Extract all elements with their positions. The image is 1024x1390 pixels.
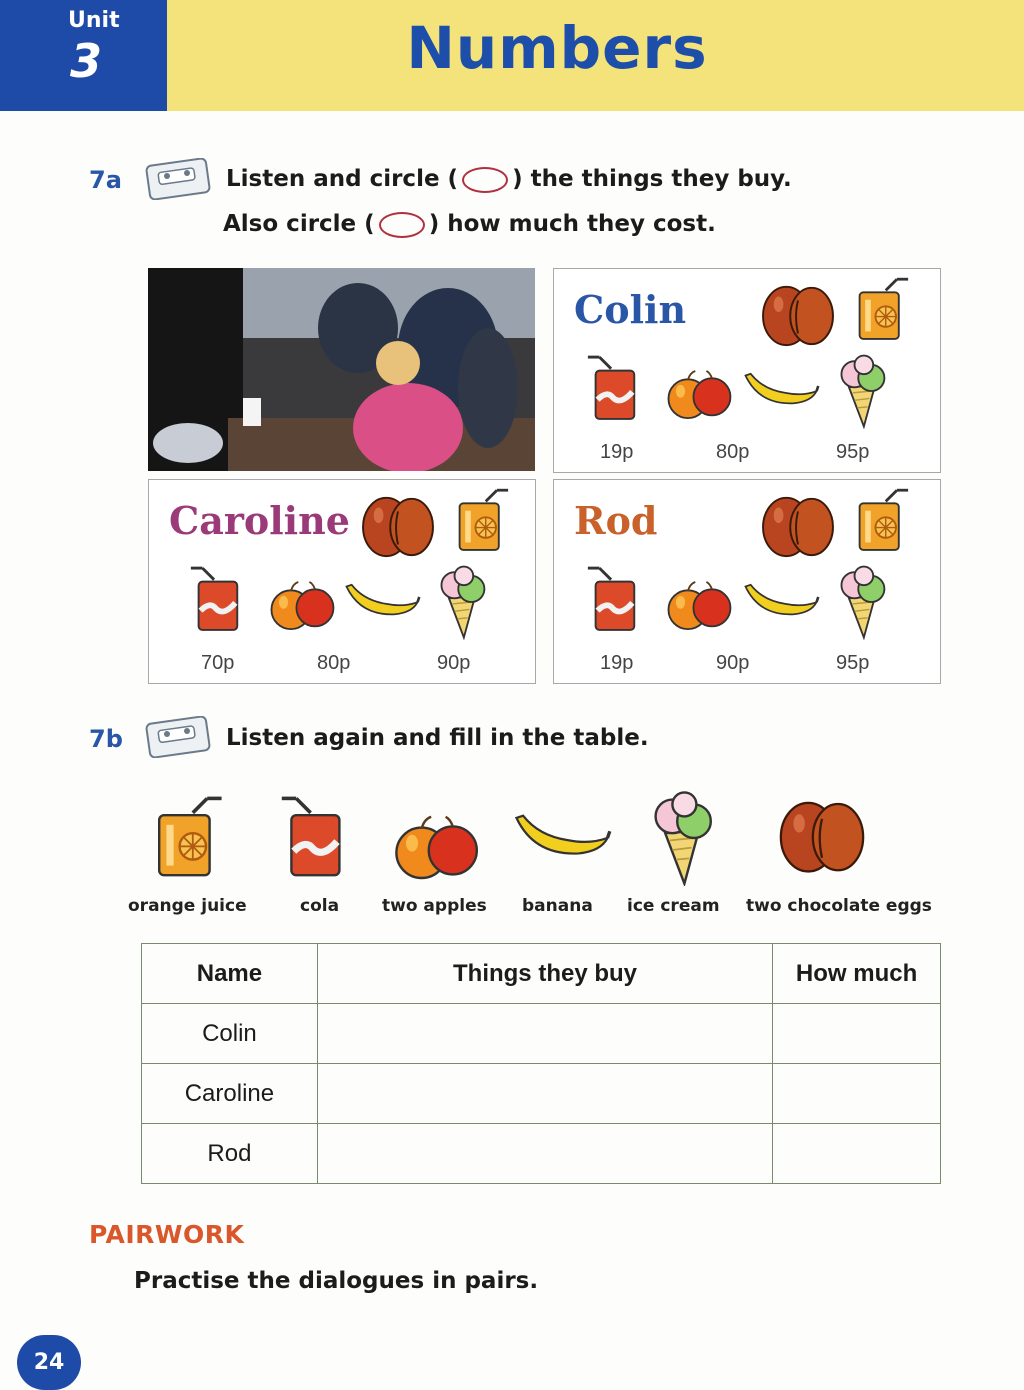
item-label: banana: [522, 896, 593, 916]
price[interactable]: 19p: [600, 652, 634, 674]
cola-icon[interactable]: [584, 566, 642, 634]
circle-icon: [379, 212, 425, 238]
table-cell-how-much[interactable]: [773, 1124, 941, 1184]
chocolate-eggs-icon: [774, 796, 870, 876]
panel-name: Caroline: [169, 498, 350, 543]
item-label: two apples: [382, 896, 487, 916]
page-title: Numbers: [406, 14, 708, 82]
price[interactable]: 90p: [437, 652, 471, 674]
table-cell-things[interactable]: [317, 1004, 772, 1064]
instruction-text: ) how much they cost.: [428, 211, 716, 237]
cola-icon[interactable]: [187, 566, 245, 634]
ice-cream-icon[interactable]: [834, 353, 890, 429]
table-cell-name: Rod: [142, 1124, 318, 1184]
panel-caroline: [148, 479, 536, 684]
instruction-text: Also circle (: [223, 211, 375, 237]
orange-juice-icon[interactable]: [854, 488, 910, 554]
banana-icon[interactable]: [742, 580, 820, 626]
answer-table: [141, 943, 941, 1184]
table-cell-things[interactable]: [317, 1124, 772, 1184]
cassette-icon: [145, 716, 211, 758]
panel-rod: [553, 479, 941, 684]
exercise-number-7b: 7b: [89, 725, 123, 753]
orange-juice-icon: [148, 796, 228, 880]
circle-icon: [462, 167, 508, 193]
item-label: two chocolate eggs: [746, 896, 932, 916]
banana-icon[interactable]: [742, 369, 820, 415]
ice-cream-icon[interactable]: [834, 564, 890, 640]
panel-colin: [553, 268, 941, 473]
table-cell-how-much[interactable]: [773, 1064, 941, 1124]
instruction-7b: Listen again and fill in the table.: [226, 725, 649, 751]
ice-cream-icon[interactable]: [434, 564, 490, 640]
table-row: [142, 1064, 941, 1124]
pairwork-heading: PAIRWORK: [89, 1220, 245, 1249]
table-cell-name: Caroline: [142, 1064, 318, 1124]
panel-name: Rod: [574, 498, 658, 543]
price[interactable]: 90p: [716, 652, 750, 674]
table-cell-how-much[interactable]: [773, 1004, 941, 1064]
apples-icon[interactable]: [662, 578, 736, 634]
table-header: Things they buy: [317, 944, 772, 1004]
cola-icon[interactable]: [584, 355, 642, 423]
unit-number: 3: [70, 34, 103, 88]
price[interactable]: 95p: [836, 441, 870, 463]
chocolate-eggs-icon[interactable]: [759, 281, 837, 349]
banana-icon: [512, 810, 612, 868]
panel-name: Colin: [574, 287, 687, 332]
unit-label: Unit: [68, 8, 120, 33]
table-cell-name: Colin: [142, 1004, 318, 1064]
cola-icon: [276, 796, 350, 880]
apples-icon[interactable]: [265, 578, 339, 634]
item-label: cola: [300, 896, 340, 916]
table-row: [142, 1004, 941, 1064]
exercise-number-7a: 7a: [89, 166, 122, 194]
apples-icon: [388, 812, 484, 884]
item-label: orange juice: [128, 896, 247, 916]
orange-juice-icon[interactable]: [454, 488, 510, 554]
photo-illustration: [148, 268, 535, 471]
price[interactable]: 80p: [716, 441, 750, 463]
table-row: [142, 1124, 941, 1184]
cassette-icon: [145, 158, 211, 200]
item-label: ice cream: [627, 896, 720, 916]
page-number: 24: [17, 1335, 81, 1390]
table-header: How much: [773, 944, 941, 1004]
pairwork-instruction: Practise the dialogues in pairs.: [134, 1268, 539, 1294]
banana-icon[interactable]: [343, 580, 421, 626]
instruction-text: ) the things they buy.: [512, 166, 792, 192]
table-header-row: [142, 944, 941, 1004]
instruction-line-2: [223, 211, 716, 238]
ice-cream-icon: [642, 790, 722, 886]
chocolate-eggs-icon[interactable]: [759, 492, 837, 560]
orange-juice-icon[interactable]: [854, 277, 910, 343]
chocolate-eggs-icon[interactable]: [359, 492, 437, 560]
price[interactable]: 95p: [836, 652, 870, 674]
price[interactable]: 19p: [600, 441, 634, 463]
table-cell-things[interactable]: [317, 1064, 772, 1124]
market-photo: [148, 268, 535, 471]
instruction-text: Listen and circle (: [226, 166, 459, 192]
price[interactable]: 80p: [317, 652, 351, 674]
table-header: Name: [142, 944, 318, 1004]
instruction-line-1: [226, 166, 792, 193]
apples-icon[interactable]: [662, 367, 736, 423]
price[interactable]: 70p: [201, 652, 235, 674]
